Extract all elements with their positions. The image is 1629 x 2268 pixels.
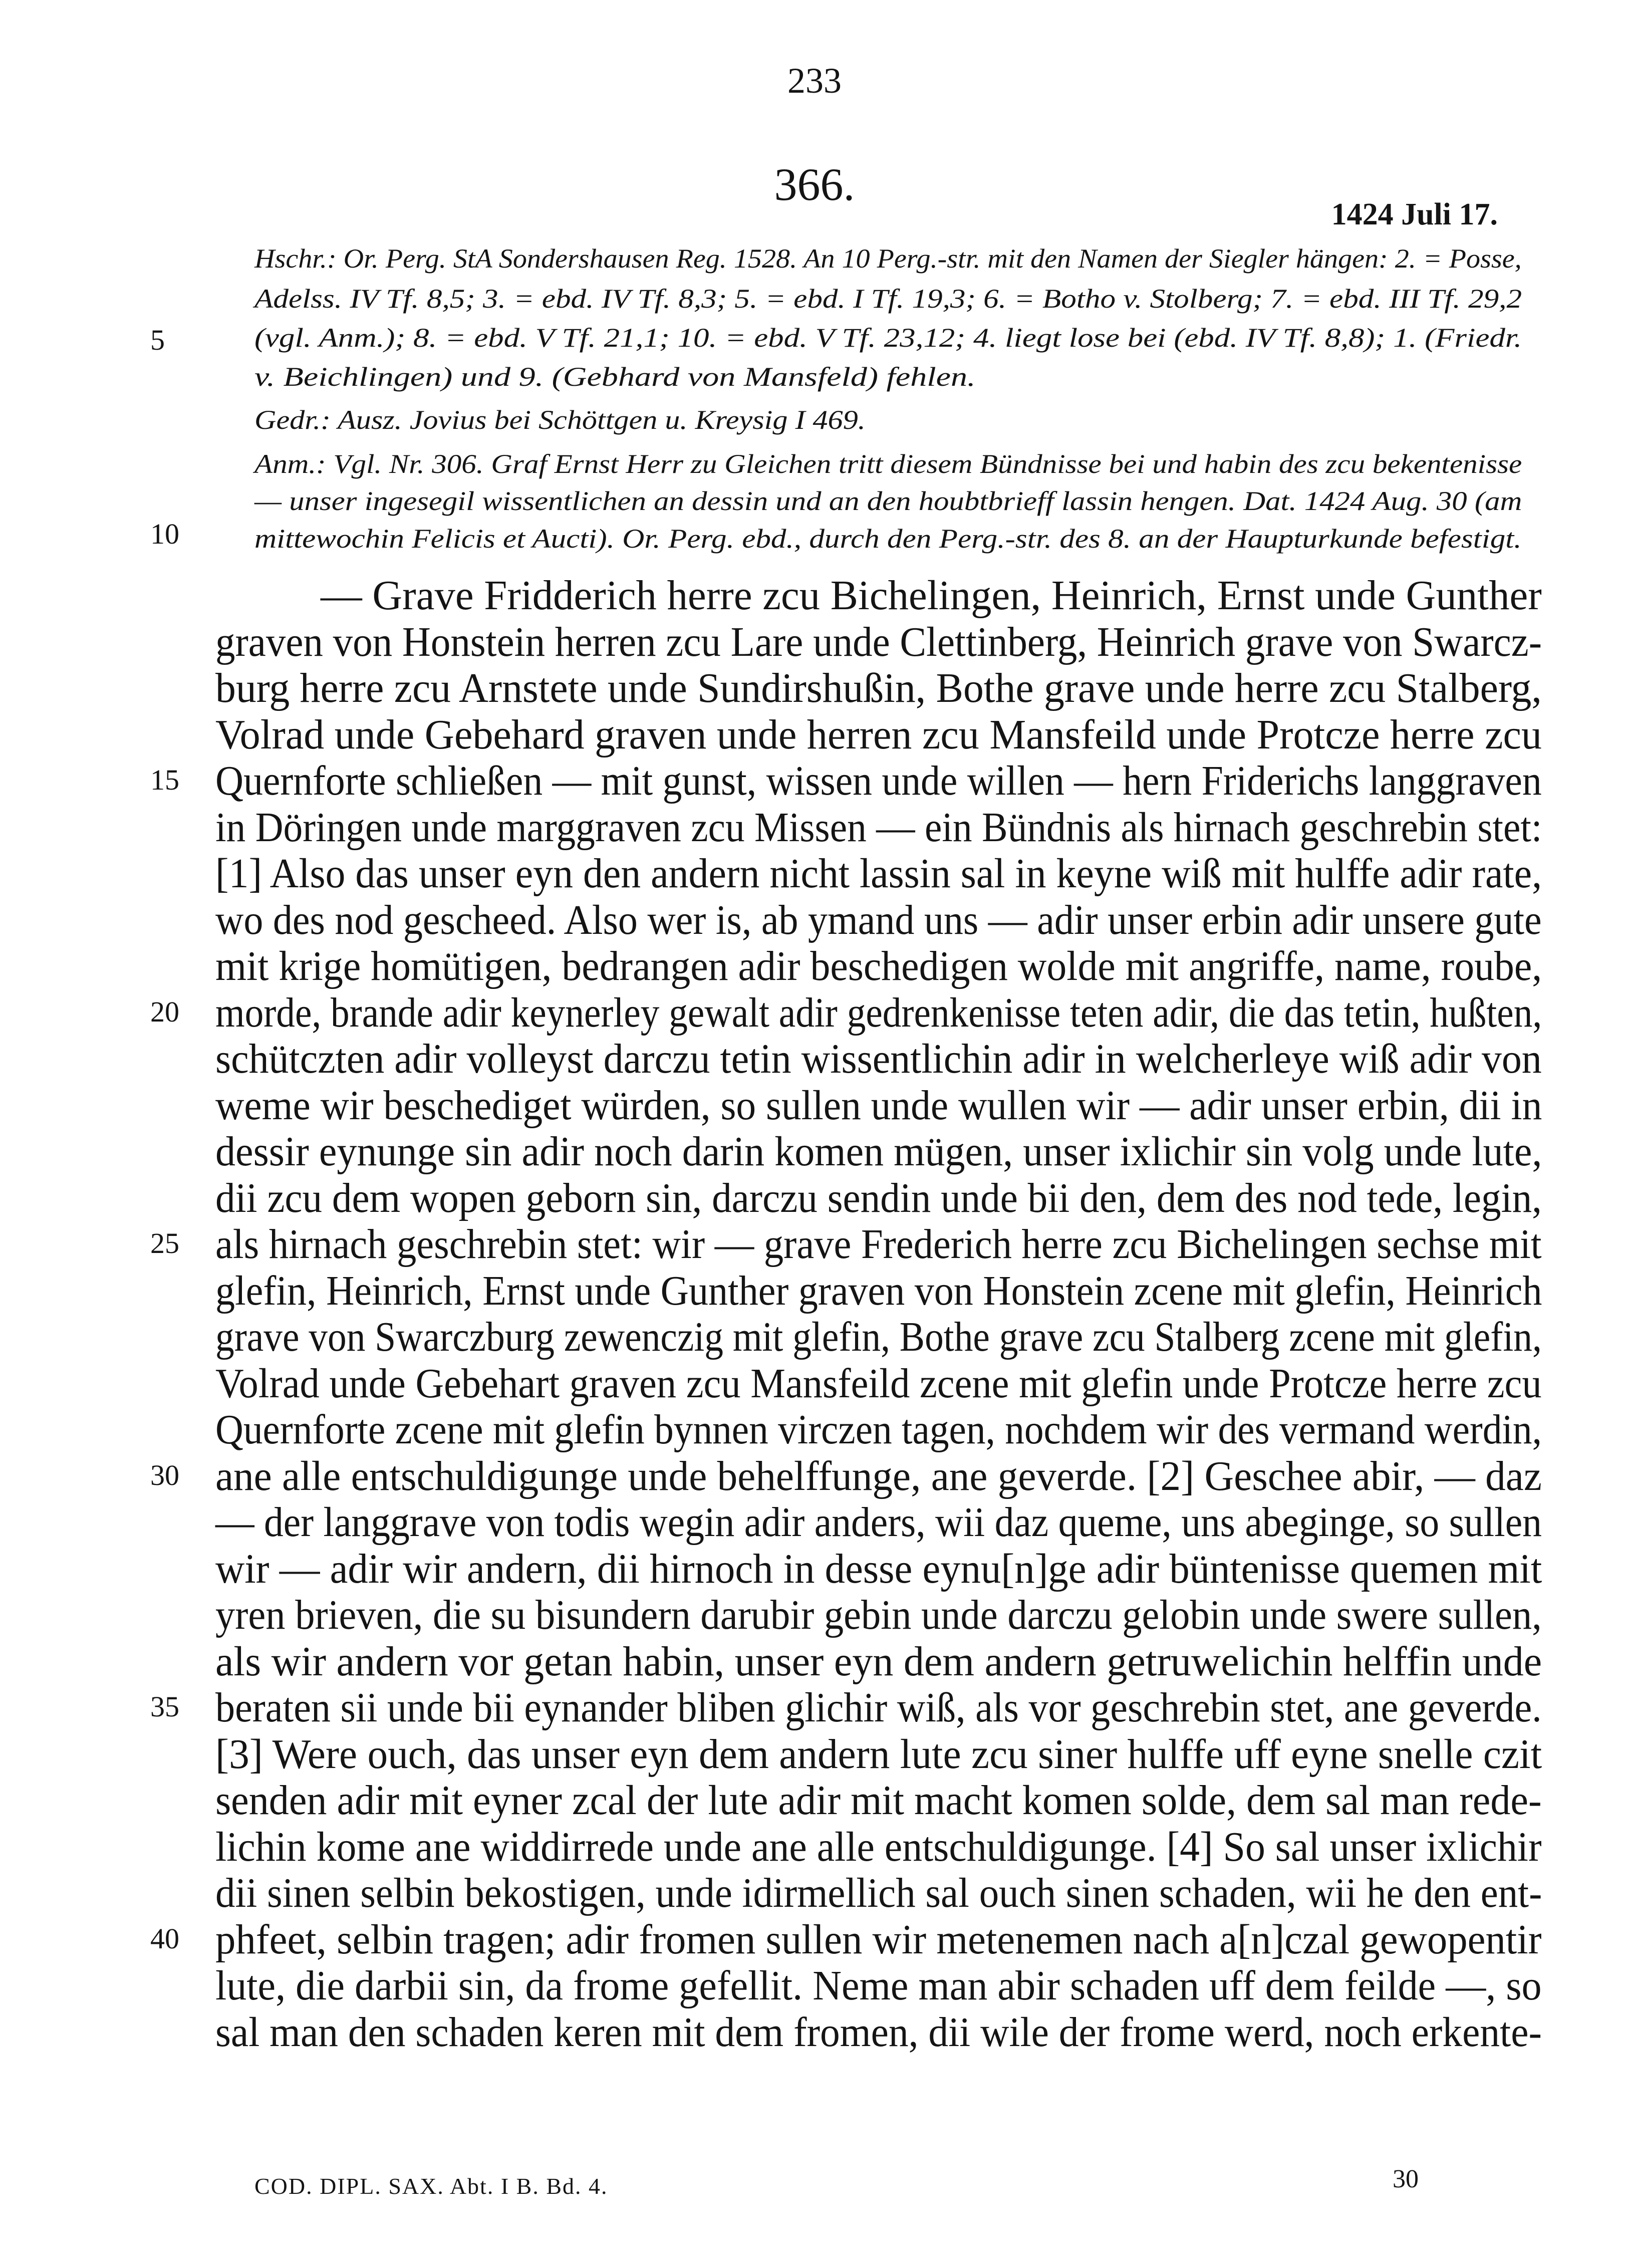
page-number: 233 <box>787 61 842 101</box>
body-line: burg herre zcu Arnstete unde Sundirshußin, Bothe grave unde herre zcu Stalberg, <box>215 665 1542 711</box>
body-line: glefin, Heinrich, Ernst unde Gunther graven von Honstein zcene mit glefin, Heinrich <box>215 1268 1542 1314</box>
header-line: v. Beichlingen) und 9. (Gebhard von Mansfeld) fehlen. <box>254 362 976 392</box>
header-line: — unser ingesegil wissentlichen an dessin und an den houbtbrieff lassin hengen. Dat. 1424 Aug. 30 (am <box>254 486 1522 516</box>
body-line: — der langgrave von todis wegin adir anders, wii daz queme, uns abeginge, so sullen <box>215 1499 1542 1546</box>
body-line: Volrad unde Gebehart graven zcu Mansfeild zcene mit glefin unde Protcze herre zcu <box>215 1360 1542 1407</box>
body-line: graven von Honstein herren zcu Lare unde Clettinberg, Heinrich grave von Swarcz- <box>215 619 1542 665</box>
document-date: 1424 Juli 17. <box>1331 197 1498 231</box>
header-line: mittewochin Felicis et Aucti). Or. Perg. ebd., durch den Perg.-str. des 8. an der Haupturkunde befestigt. <box>254 524 1522 554</box>
body-line: [1] Also das unser eyn den andern nicht lassin sal in keyne wiß mit hulffe adir rate, <box>215 850 1542 897</box>
line-number: 5 <box>150 324 165 356</box>
body-line: weme wir beschediget würden, so sullen unde wullen wir — adir unser erbin, dii in <box>215 1082 1542 1129</box>
body-line: lichin kome ane widdirrede unde ane alle entschuldigunge. [4] So sal unser ixlichir <box>215 1824 1542 1870</box>
line-number: 35 <box>150 1690 179 1723</box>
body-line: beraten sii unde bii eynander bliben glichir wiß, als vor geschrebin stet, ane geverde. <box>215 1684 1542 1731</box>
body-line: dii sinen selbin bekostigen, unde idirmellich sal ouch sinen schaden, wii he den ent- <box>215 1870 1542 1916</box>
body-line: phfeet, selbin tragen; adir fromen sullen wir metenemen nach a[n]czal gewopentir <box>215 1916 1542 1963</box>
body-line: Quernforte schließen — mit gunst, wissen unde willen — hern Friderichs langgraven <box>215 758 1542 804</box>
body-line: [3] Were ouch, das unser eyn dem andern lute zcu siner hulffe uff eyne snelle czit <box>215 1731 1542 1778</box>
header-line: Hschr.: Or. Perg. StA Sondershausen Reg. 1528. An 10 Perg.-str. mit den Namen der Siegler hängen: 2. = Posse, <box>254 243 1522 274</box>
header-line: Adelss. IV Tf. 8,5; 3. = ebd. IV Tf. 8,3; 5. = ebd. I Tf. 19,3; 6. = Botho v. Stolberg; 7. = ebd. III Tf. 29,2 <box>254 284 1522 314</box>
body-line: schütczten adir volleyst darczu tetin wissentlichin adir in welcherleye wiß adir von <box>215 1036 1542 1082</box>
line-number: 20 <box>150 995 179 1028</box>
line-number: 25 <box>150 1227 179 1259</box>
line-number: 30 <box>150 1459 179 1491</box>
body-line: grave von Swarczburg zewenczig mit glefin, Bothe grave zcu Stalberg zcene mit glefin, <box>215 1314 1542 1360</box>
body-line: wo des nod gescheed. Also wer is, ab ymand uns — adir unser erbin adir unsere gute <box>215 897 1542 943</box>
body-line: mit krige homütigen, bedrangen adir beschedigen wolde mit angriffe, name, roube, <box>215 943 1542 989</box>
header-line: Anm.: Vgl. Nr. 306. Graf Ernst Herr zu Gleichen tritt diesem Bündnisse bei und habin des zcu bekentenisse <box>254 449 1522 479</box>
footer-signature: 30 <box>1393 2165 1419 2193</box>
body-line: yren brieven, die su bisundern darubir gebin unde darczu gelobin unde swere sullen, <box>215 1592 1542 1638</box>
body-line: dessir eynunge sin adir noch darin komen mügen, unser ixlichir sin volg unde lute, <box>215 1128 1542 1175</box>
body-line: lute, die darbii sin, da frome gefellit. Neme man abir schaden uff dem feilde —, so <box>215 1962 1542 2009</box>
line-number: 10 <box>150 518 179 550</box>
body-line: — Grave Fridderich herre zcu Bichelingen, Heinrich, Ernst unde Gunther <box>321 572 1542 619</box>
document-number: 366. <box>774 159 855 210</box>
body-line: sal man den schaden keren mit dem fromen, dii wile der frome werd, noch erkente- <box>215 2009 1542 2056</box>
body-line: als hirnach geschrebin stet: wir — grave Frederich herre zcu Bichelingen sechse mit <box>215 1221 1542 1268</box>
body-line: in Döringen unde marggraven zcu Missen — ein Bündnis als hirnach geschrebin stet: <box>215 804 1542 851</box>
header-line: (vgl. Anm.); 8. = ebd. V Tf. 21,1; 10. = ebd. V Tf. 23,12; 4. liegt lose bei (ebd. IV Tf. 8,8); 1. (Friedr. <box>254 323 1522 353</box>
body-line: ane alle entschuldigunge unde behelffunge, ane geverde. [2] Geschee abir, — daz <box>215 1453 1542 1499</box>
footer-citation: COD. DIPL. SAX. Abt. I B. Bd. 4. <box>254 2173 608 2199</box>
body-line: senden adir mit eyner zcal der lute adir mit macht komen solde, dem sal man rede- <box>215 1777 1542 1824</box>
body-line: Volrad unde Gebehard graven unde herren zcu Mansfeild unde Protcze herre zcu <box>215 711 1542 758</box>
header-line: Gedr.: Ausz. Jovius bei Schöttgen u. Kreysig I 469. <box>254 405 866 435</box>
line-number: 15 <box>150 764 179 796</box>
body-line: als wir andern vor getan habin, unser eyn dem andern getruwelichin helffin unde <box>215 1638 1542 1685</box>
body-line: morde, brande adir keynerley gewalt adir gedrenkenisse teten adir, die das tetin, hußten, <box>215 989 1542 1036</box>
body-line: Quernforte zcene mit glefin bynnen virczen tagen, nochdem wir des vermand werdin, <box>215 1406 1542 1453</box>
body-line: wir — adir wir andern, dii hirnoch in desse eynu[n]ge adir büntenisse quemen mit <box>215 1546 1542 1592</box>
body-line: dii zcu dem wopen geborn sin, darczu sendin unde bii den, dem des nod tede, legin, <box>215 1175 1542 1221</box>
line-number: 40 <box>150 1922 179 1955</box>
